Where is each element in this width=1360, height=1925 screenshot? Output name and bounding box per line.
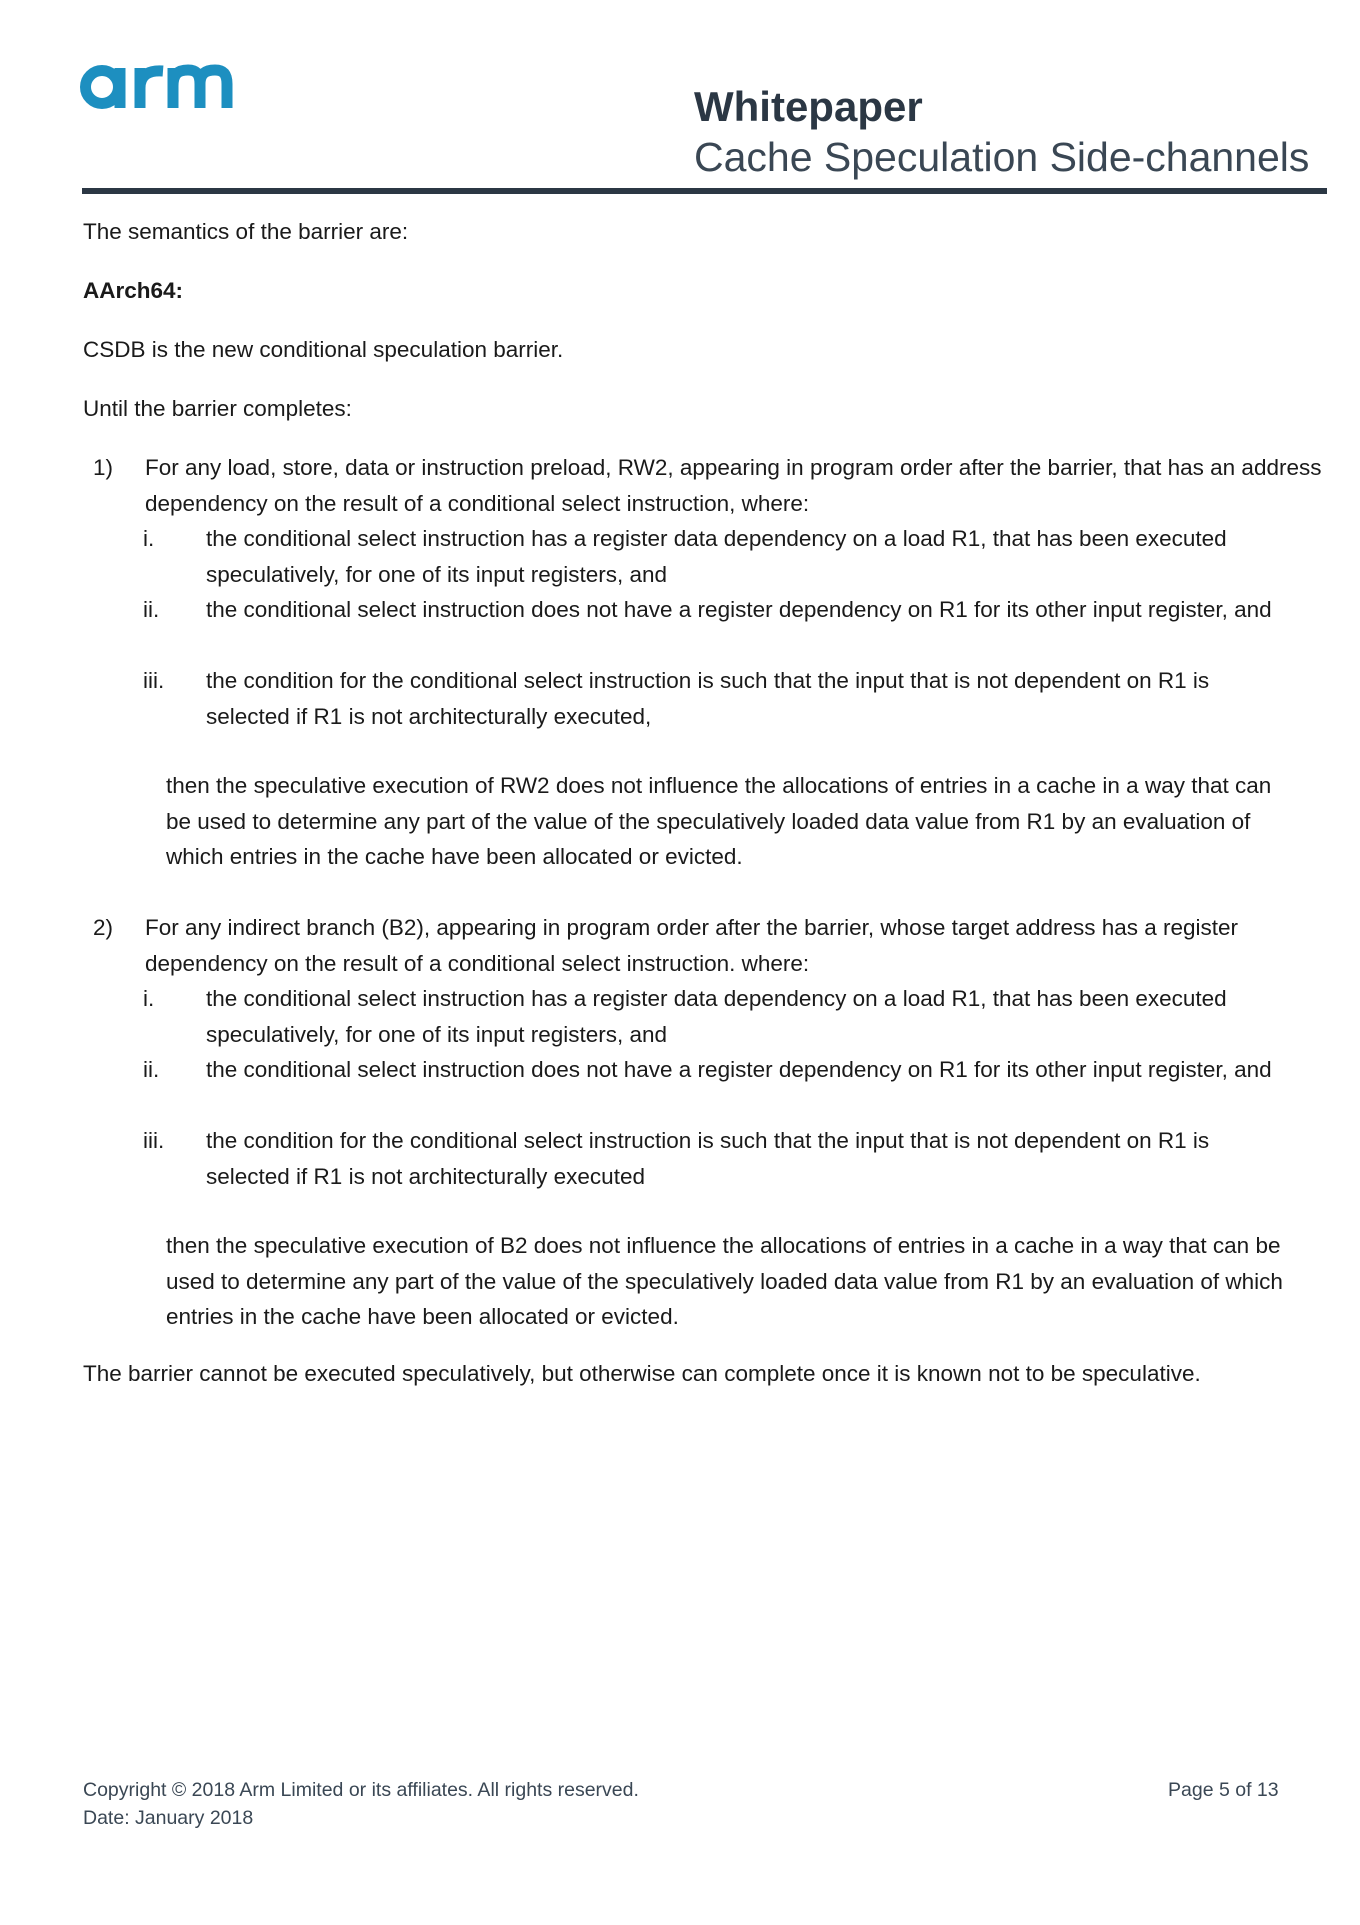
- sub-item-number: i.: [143, 986, 155, 1011]
- footer-page-number: Page 5 of 13: [1168, 1779, 1279, 1801]
- list-item-text: For any indirect branch (B2), appearing in program order after the barrier, whose target address has a register dependency on the result of a conditional select instruction. where:: [145, 915, 1239, 976]
- csdb-paragraph: CSDB is the new conditional speculation barrier.: [83, 337, 564, 362]
- intro-paragraph: The semantics of the barrier are:: [83, 219, 409, 244]
- sub-item-text: the condition for the conditional select instruction is such that the input that is not dependent on R1 is selected if R1 is not architecturally executed: [206, 1128, 1210, 1189]
- sub-item-number: ii.: [143, 1057, 160, 1082]
- sub-item-text: the conditional select instruction has a register data dependency on a load R1, that has been executed speculatively, for one of its input registers, and: [206, 986, 1227, 1047]
- until-paragraph: Until the barrier completes:: [83, 396, 352, 421]
- sub-item-text: the conditional select instruction has a register data dependency on a load R1, that has been executed speculatively, for one of its input registers, and: [206, 526, 1227, 587]
- then-paragraph-1: then the speculative execution of RW2 does not influence the allocations of entries in a cache in a way that can be used to determine any part of the value of the speculatively loaded data value from R1 by an evaluation of which entries in the cache have been allocated or evicted.: [166, 773, 1272, 869]
- section-heading: AArch64:: [83, 278, 184, 303]
- arm-logo: [80, 62, 235, 112]
- sub-item-text: the condition for the conditional select instruction is such that the input that is not dependent on R1 is selected if R1 is not architecturally executed,: [206, 668, 1210, 729]
- header-subtitle: Cache Speculation Side-channels: [694, 134, 1310, 180]
- then-paragraph-2: then the speculative execution of B2 does not influence the allocations of entries in a cache in a way that can be used to determine any part of the value of the speculatively loaded data value from R1 by an evaluation of which entries in the cache have been allocated or evicted.: [166, 1233, 1283, 1329]
- sub-item-text: the conditional select instruction does not have a register dependency on R1 for its other input register, and: [206, 597, 1272, 622]
- footer-date: Date: January 2018: [83, 1807, 254, 1829]
- sub-item-text: the conditional select instruction does not have a register dependency on R1 for its other input register, and: [206, 1057, 1272, 1082]
- closing-paragraph: The barrier cannot be executed speculatively, but otherwise can complete once it is known not to be speculative.: [83, 1361, 1201, 1386]
- footer-copyright: Copyright © 2018 Arm Limited or its affiliates. All rights reserved.: [83, 1779, 639, 1801]
- list-number: 1): [93, 455, 114, 480]
- sub-item-number: i.: [143, 526, 155, 551]
- list-number: 2): [93, 915, 114, 940]
- list-item-text: For any load, store, data or instruction preload, RW2, appearing in program order after the barrier, that has an address dependency on the result of a conditional select instruction, where:: [145, 455, 1322, 516]
- sub-item-number: iii.: [143, 668, 165, 693]
- sub-item-number: ii.: [143, 597, 160, 622]
- sub-item-number: iii.: [143, 1128, 165, 1153]
- header-rule: [82, 188, 1327, 194]
- header-title: Whitepaper: [694, 83, 923, 130]
